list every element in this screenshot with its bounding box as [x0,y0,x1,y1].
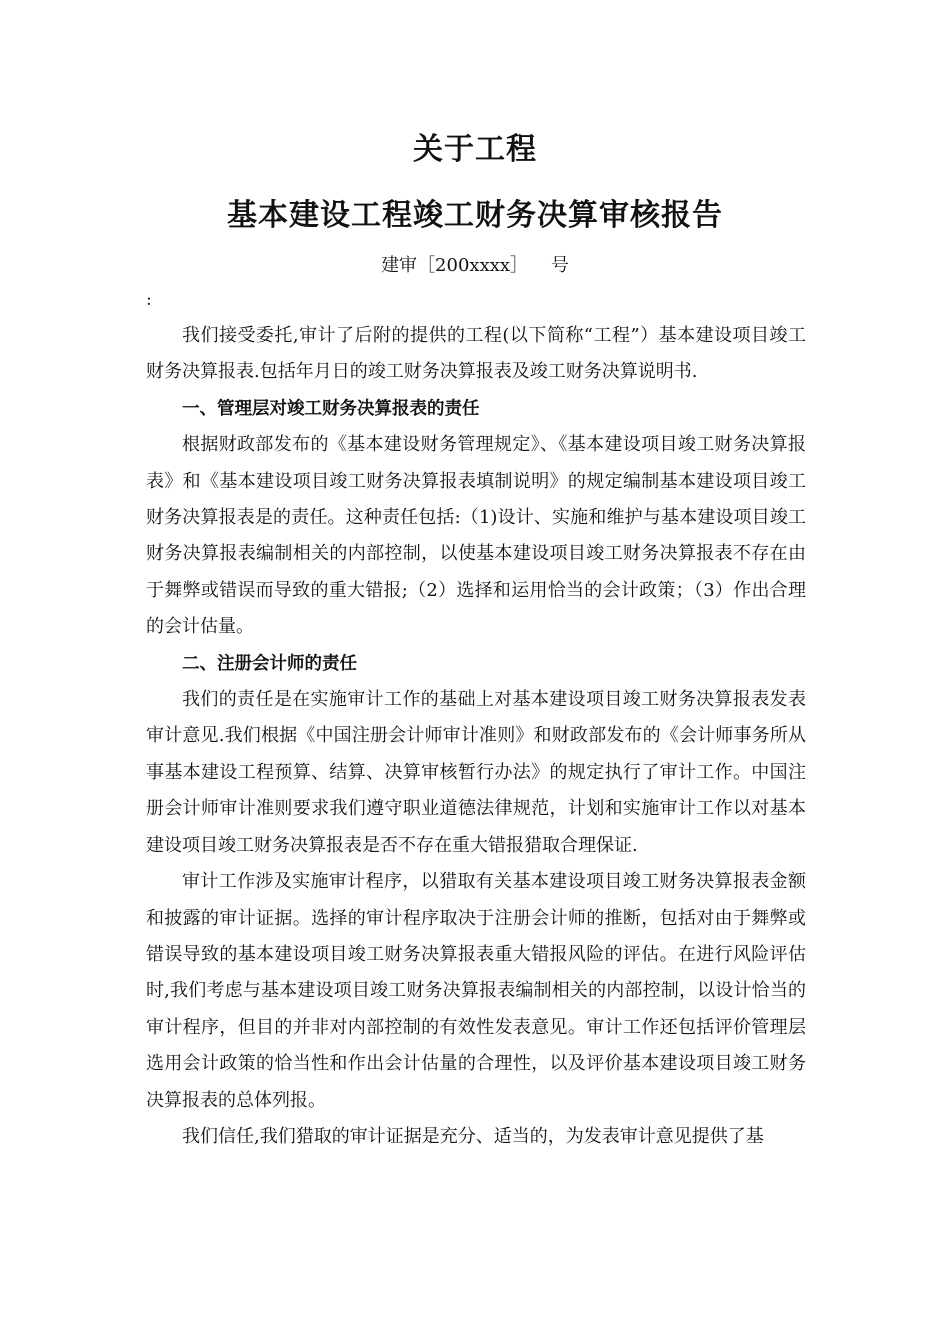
section2-heading: 二、注册会计师的责任 [182,653,357,674]
document-title-line1: 关于工程 [413,132,537,167]
addressee-line: : [146,290,152,310]
section2-paragraph-1: 我们的责任是在实施审计工作的基础上对基本建设项目竣工财务决算报表发表审计意见.我们根据《中国注册会计师审计准则》和财政部发布的《会计师事务所从事基本建设工程预算、结算、决算审核暂行办法》的规定执行了审计工作。中国注册会计师审计准则要求我们遵守职业道德法律规范，计划和实施审计工作以对基本建设项目竣工财务决算报表是否不存在重大错报猎取合理保证. [146,689,806,856]
document-title-line2: 基本建设工程竣工财务决算审核报告 [227,198,723,233]
document-body [146,318,806,1155]
section2-paragraph-3: 我们信任,我们猎取的审计证据是充分、适当的，为发表审计意见提供了基 [182,1125,764,1147]
section2-paragraph-2: 审计工作涉及实施审计程序，以猎取有关基本建设项目竣工财务决算报表金额和披露的审计证据。选择的审计程序取决于注册会计师的推断，包括对由于舞弊或错误导致的基本建设项目竣工财务决算报表重大错报风险的评估。在进行风险评估时,我们考虑与基本建设项目竣工财务决算报表编制相关的内部控制，以设计恰当的审计程序，但目的并非对内部控制的有效性发表意见。审计工作还包括评价管理层选用会计政策的恰当性和作出会计估量的合理性，以及评价基本建设项目竣工财务决算报表的总体列报。 [146,871,806,1111]
document-number: 建审［200xxxx］ 号 [381,255,569,276]
section1-heading: 一、管理层对竣工财务决算报表的责任 [182,398,480,419]
intro-paragraph: 我们接受委托,审计了后附的提供的工程(以下简称“工程”）基本建设项目竣工财务决算报表.包括年月日的竣工财务决算报表及竣工财务决算说明书. [146,325,806,383]
section1-paragraph: 根据财政部发布的《基本建设财务管理规定》、《基本建设项目竣工财务决算报表》和《基本建设项目竣工财务决算报表填制说明》的规定编制基本建设项目竣工财务决算报表是的责任。这种责任包括:（1)设计、实施和维护与基本建设项目竣工财务决算报表编制相关的内部控制，以使基本建设项目竣工财务决算报表不存在由于舞弊或错误而导致的重大错报;（2）选择和运用恰当的会计政策；（3）作出合理的会计估量。 [146,434,806,638]
